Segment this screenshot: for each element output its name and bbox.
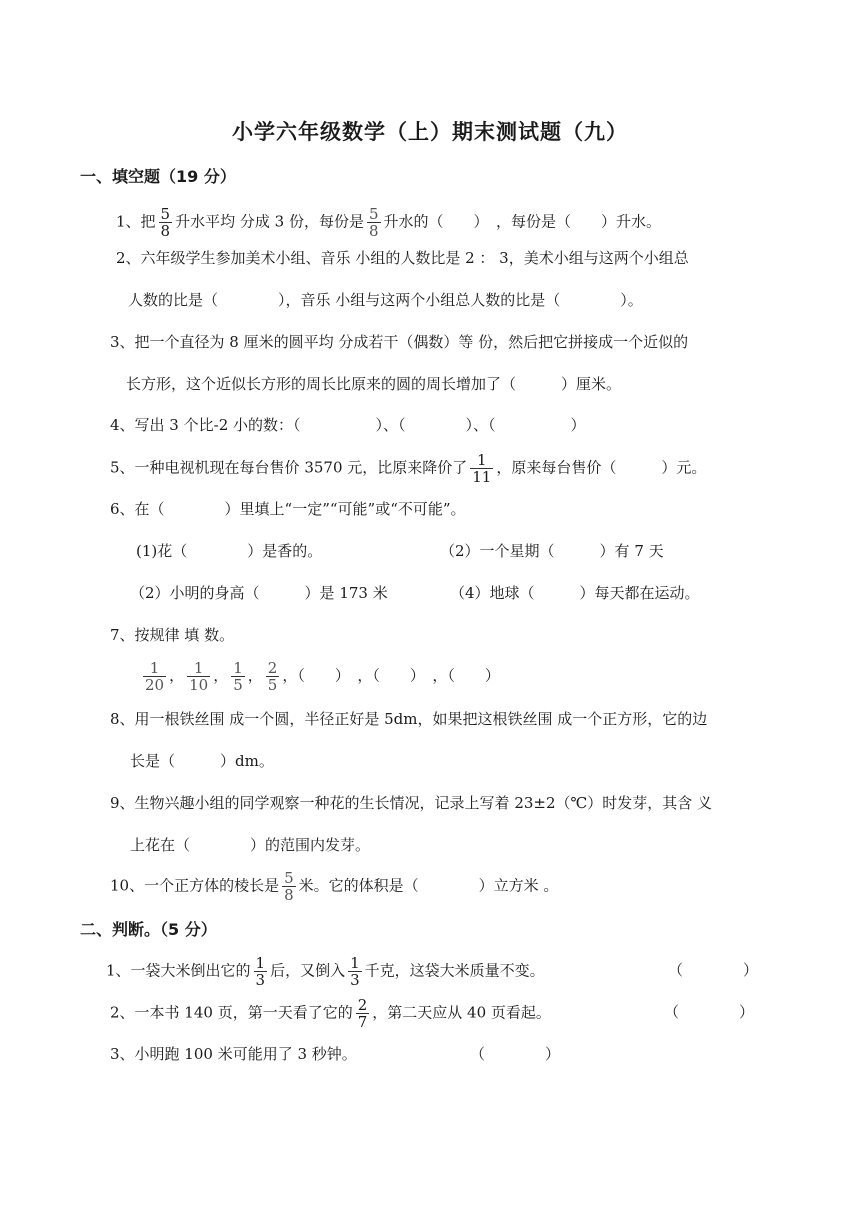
question-9-line-1: 9、生物兴趣小组的同学观察一种花的生长情况，记录上写着 23±2（℃）时发芽，其含 义	[110, 794, 713, 812]
fraction-1-3: $\frac{1}{3}$	[350, 954, 360, 989]
question-8-line-1: 8、用一根铁丝围 成一个圆，半径正好是 5dm，如果把这根铁丝围 成一个正方形，它的边	[110, 710, 708, 728]
fraction-2-7: $\frac{2}{7}$	[357, 996, 368, 1031]
question-6: 6、在（ ）里填上“一定”“可能”或“不可能”。	[110, 500, 466, 518]
sequence-fraction: $\frac{1}{20}$	[145, 659, 165, 694]
question-9-line-2: 上花在（ ）的范围内发芽。	[130, 836, 371, 854]
judgement-3-answer-parens: （ ）	[470, 1045, 561, 1063]
question-7-sequence: $\frac{1}{20}$ ， $\frac{1}{10}$ ， $\frac{1}{5}$ ， $\frac{2}{5}$ ，（ ） ，（ ） ，（ ）	[145, 659, 500, 694]
question-10: 10、一个正方体的棱长是 $\frac{5}{8}$ 米。它的体积是（ ）立方米 。	[110, 869, 559, 904]
question-5: 5、一种电视机现在每台售价 3570 元，比原来降价了 $\frac{1}{11}$ ，原来每台售价（ ）元。	[110, 451, 707, 486]
fraction-5-8: $\frac{5}{8}$	[368, 205, 379, 240]
section-heading-fill-in: 一、填空题（19 分）	[80, 167, 236, 186]
fraction-1-11: $\frac{1}{11}$	[472, 451, 492, 486]
fraction-1-3: $\frac{1}{3}$	[255, 954, 266, 989]
question-8-line-2: 长是（ ）dm。	[130, 752, 274, 770]
section-heading-judgement: 二、判断。（5 分）	[80, 920, 217, 939]
sequence-fraction: $\frac{1}{10}$	[189, 659, 209, 694]
judgement-1-answer-parens: （ ）	[668, 961, 759, 979]
question-4: 4、写出 3 个比-2 小的数：（ ）、（ ）、（ ）	[110, 416, 586, 434]
judgement-1: 1、一袋大米倒出它的 $\frac{1}{3}$ 后，又倒入 $\frac{1}{3}$ 千克，这袋大米质量不变。	[106, 954, 545, 989]
judgement-3: 3、小明跑 100 米可能用了 3 秒钟。	[110, 1045, 357, 1063]
question-2-line-1: 2、六年级学生参加美术小组、音乐 小组的人数比是 2 ： 3，美术小组与这两个小组总	[116, 249, 689, 267]
question-3-line-2: 长方形，这个近似长方形的周长比原来的圆的周长增加了（ ）厘米。	[126, 375, 622, 393]
sequence-fraction: $\frac{2}{5}$	[267, 659, 278, 694]
question-7: 7、按规律 填 数。	[110, 626, 235, 644]
question-6-item-2: （2）一个星期（ ）有 7 天	[440, 542, 664, 560]
fraction-5-8: $\frac{5}{8}$	[284, 869, 294, 904]
judgement-2: 2、一本书 140 页，第一天看了它的 $\frac{2}{7}$ ，第二天应从 40 页看起。	[110, 996, 551, 1031]
sequence-blanks: ，（ ） ，（ ） ，（ ）	[282, 666, 500, 685]
question-6-item-3: （2）小明的身高（ ）是 173 米	[130, 584, 388, 602]
question-6-item-4: （4）地球（ ）每天都在运动。	[450, 584, 700, 602]
judgement-2-answer-parens: （ ）	[664, 1003, 755, 1021]
question-1: 1、把 $\frac{5}{8}$ 升水平均 分成 3 份，每份是 $\frac{5}{8}$ 升水的（ ） ，每份是（ ）升水。	[116, 205, 662, 240]
sequence-fraction: $\frac{1}{5}$	[233, 659, 243, 694]
fraction-5-8: $\frac{5}{8}$	[160, 205, 171, 240]
question-2-line-2: 人数的比是（ ），音乐 小组与这两个小组总人数的比是（ ）。	[128, 291, 643, 309]
page-title: 小学六年级数学（上）期末测试题（九）	[232, 120, 628, 144]
question-3-line-1: 3、把一个直径为 8 厘米的圆平均 分成若干（偶数）等 份，然后把它拼接成一个近似的	[110, 333, 689, 351]
question-6-item-1: (1)花（ ）是香的。	[136, 542, 323, 560]
